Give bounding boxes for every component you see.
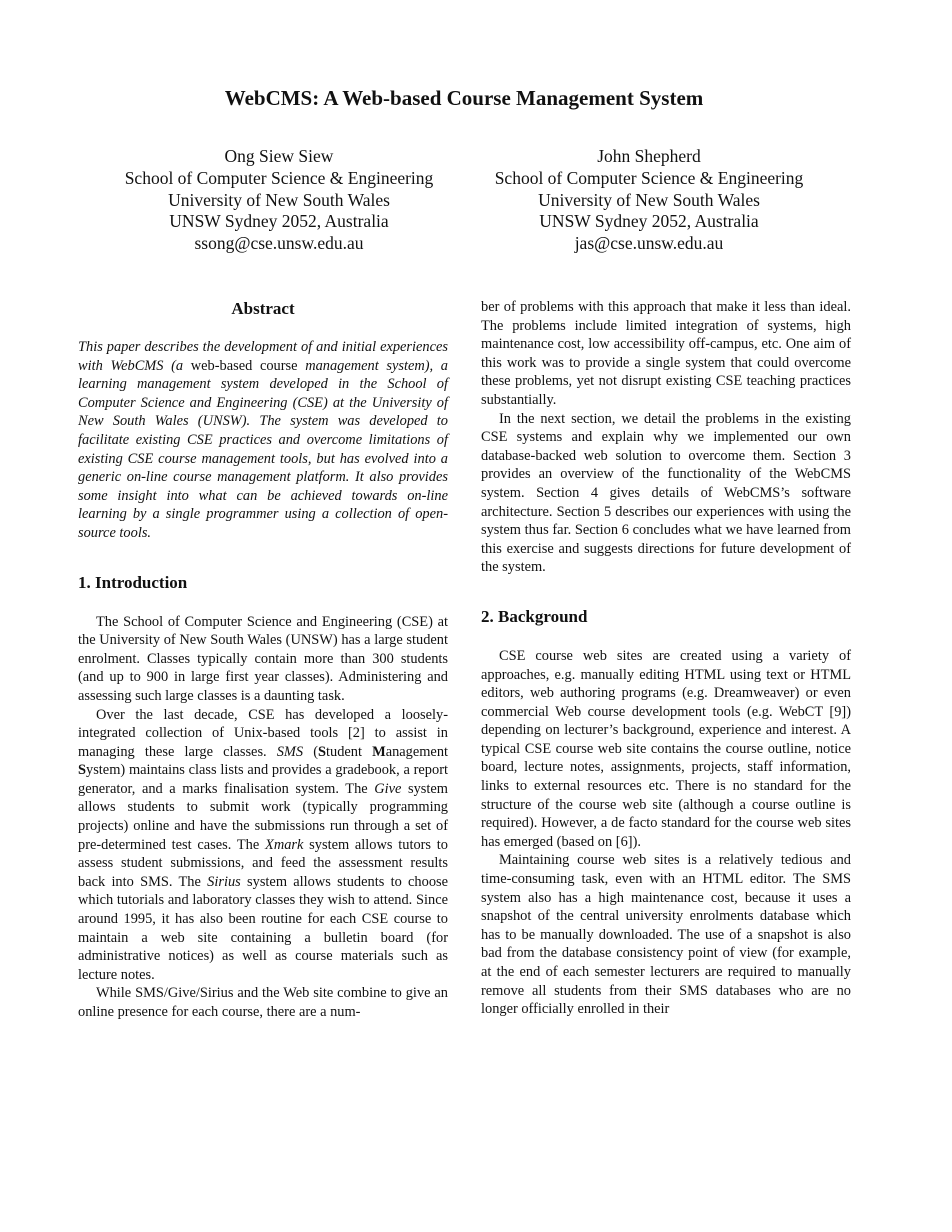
text-span: Give (374, 780, 402, 797)
text-span: S (78, 762, 87, 779)
abstract-text-part: system), a learning management system developed in the School of Computer Science and Engineering (CSE) at the University of New South Wales (UNSW). The system was developed to facilitate existing CSE practices and overcome limitations of existing CSE course management tools, but has evolved into a generic on-line course management platform. It also provides some insight into what can be achieved towards on-line learning by a single programmer using a collection of open-source tools. (78, 357, 448, 541)
author-institution: University of New South Wales (538, 189, 760, 210)
text-span: tudent (326, 743, 373, 760)
author-name: Ong Siew Siew (224, 146, 334, 166)
author-block-1 (70, 146, 488, 255)
right-column (481, 298, 851, 1019)
author-department: School of Computer Science & Engineering (124, 167, 434, 188)
text-span: M (372, 743, 386, 760)
abstract-text-part: management (305, 357, 379, 374)
abstract-text-part: This paper describes the development of and initial experiences with WebCMS (a (78, 339, 448, 374)
section-heading-background: 2. Background (481, 606, 588, 626)
author-name: John Shepherd (597, 146, 701, 166)
text-span: system allows tutors to assess student submissions, and feed the assessment results back into SMS. The (78, 836, 448, 890)
text-span: system allows students to choose which tutorials and laboratory classes they wish to attend. Since around 1995, it has also been routine for each CSE course to maintain a web site containing a bulletin board (for administrative notices) as well as course materials such as lecture notes. (78, 873, 449, 983)
abstract-text (78, 338, 448, 543)
author-block-2 (440, 146, 858, 255)
text-span: system allows students to submit work (typically programming projects) online and have the submissions run through a set of pre-determined test cases. The (78, 780, 448, 853)
background-paragraph-2: Maintaining course web sites is a relatively tedious and time-consuming task, even with an HTML editor. The SMS system also has a high maintenance cost, because it uses a snapshot of the central university enrolments database which has to be manually downloaded. The use of a snapshot is also bad from the database consistency point of view (for example, at the end of each semester lecturers are required to manually remove all students from their SMS databases who are no longer officially enrolled in their (481, 852, 851, 1018)
text-span: Sirius (207, 873, 241, 890)
abstract-text-part: web-based course (190, 357, 306, 374)
intro-paragraph-2 (78, 706, 448, 985)
text-span: Over the last decade, CSE has developed a loosely-integrated collection of Unix-based tools [2] to assist in managing these large classes. (78, 706, 448, 760)
intro-paragraph-3: While SMS/Give/Sirius and the Web site combine to give an online presence for each course, there are a num- (78, 985, 448, 1020)
author-address: UNSW Sydney 2052, Australia (539, 211, 759, 232)
text-span: SMS (276, 743, 304, 760)
text-span: S (318, 743, 327, 760)
intro-paragraph-3-continued: ber of problems with this approach that make it less than ideal. The problems include limited integration of systems, high maintenance cost, low accessibility off-campus, etc. One aim of this work was to provide a single system that could overcome these problems, yet not disrupt existing CSE teaching practices substantially. (481, 299, 851, 408)
abstract-heading: Abstract (231, 299, 295, 318)
paper-title: WebCMS: A Web-based Course Management System (224, 86, 704, 110)
intro-paragraph-4: In the next section, we detail the problems in the existing CSE systems and explain why we implemented our own database-backed web solution to overcome them. Section 3 provides an overview of the functionality of the WebCMS system. Section 4 gives details of WebCMS’s software architecture. Section 5 describes our experiences with using the system thus far. Section 6 concludes what we have learned from this exercise and suggests directions for future development of the system. (481, 410, 851, 576)
intro-paragraph-1: The School of Computer Science and Engineering (CSE) at the University of New South Wales (UNSW) has a large student enrolment. Classes typically contain more than 300 students (and up to 900 in large first year classes). Administering and assessing such large classes is a daunting task. (78, 613, 448, 704)
author-institution: University of New South Wales (168, 189, 390, 210)
background-paragraph-1: CSE course web sites are created using a variety of approaches, e.g. manually editing HTML using text or HTML editors, web authoring programs (e.g. Dreamweaver) or even commercial Web course development tools (e.g. WebCT [9]) depending on lecturer’s background, experience and interest. A typical CSE course web site contains the course outline, notice board, lecture notes, assignments, projects, staff information, links to external resources etc. There is no standard for the structure of the course web site (although a course outline is required). However, a de facto standard for the course web sites has emerged (based on [6]). (481, 647, 851, 850)
author-email: ssong@cse.unsw.edu.au (194, 233, 364, 254)
author-address: UNSW Sydney 2052, Australia (169, 211, 389, 232)
text-span: ( (303, 743, 319, 760)
author-department: School of Computer Science & Engineering (494, 167, 804, 188)
text-span: anagement (385, 743, 449, 760)
left-column (78, 298, 448, 1022)
text-span: Xmark (265, 836, 304, 853)
author-email: jas@cse.unsw.edu.au (574, 233, 724, 254)
section-heading-introduction: 1. Introduction (78, 572, 188, 592)
text-span: ystem) maintains class lists and provides a gradebook, a report generator, and a marks finalisation system. The (78, 762, 448, 797)
